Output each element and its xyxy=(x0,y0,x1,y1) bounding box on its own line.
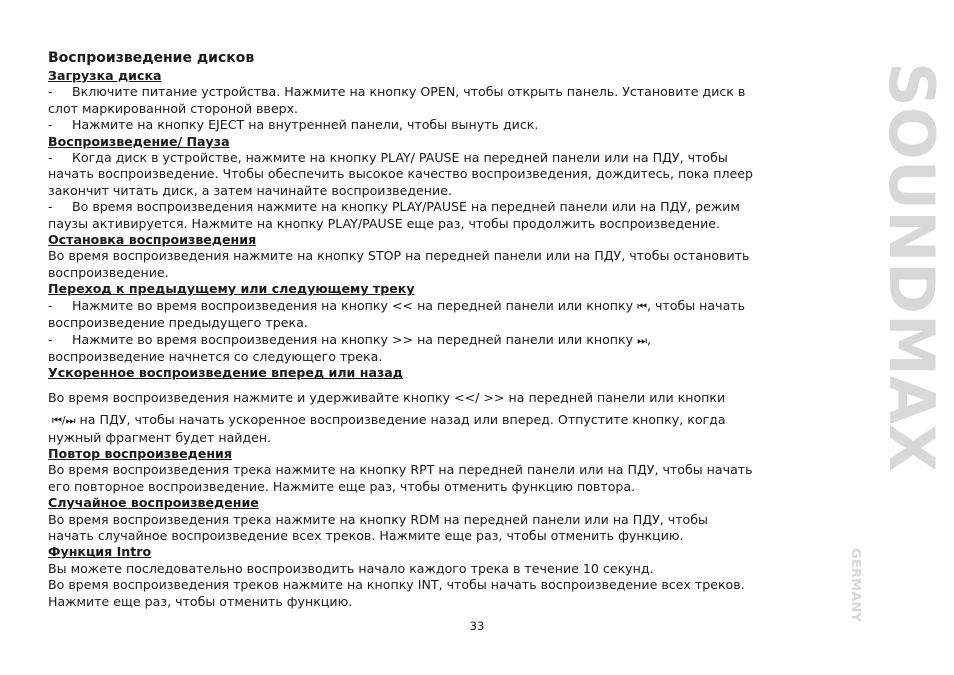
bullet-load-eject xyxy=(48,117,808,133)
bullet-text: Во время воспроизведения нажмите на кнопку PLAY/PAUSE на передней панели или на ПДУ, режим xyxy=(72,199,740,215)
spacer xyxy=(48,382,808,390)
section-heading-intro: Функция Intro xyxy=(48,544,152,560)
bullet-skip-prev xyxy=(48,298,808,315)
brand-logo-text: SOUNDMAX xyxy=(875,62,948,471)
bullet-continuation: слот маркированной стороной вверх. xyxy=(48,100,299,116)
section-heading-load: Загрузка диска xyxy=(48,68,162,83)
next-track-icon: ⏭ xyxy=(637,333,647,347)
paragraph-line: воспроизведение. xyxy=(48,264,169,280)
paragraph-line: Во время воспроизведения треков нажмите на кнопку INT, чтобы начать воспроизведение всех треков. xyxy=(48,577,745,593)
bullet-continuation: закончит читать диск, а затем начинайте воспроизведение. xyxy=(48,182,452,198)
section-heading-skip: Переход к предыдущему или следующему треку xyxy=(48,281,415,297)
page-title: Воспроизведение дисков xyxy=(48,50,255,66)
bullet-text: , xyxy=(646,331,651,347)
paragraph-line: Нажмите еще раз, чтобы отменить функцию. xyxy=(48,593,353,609)
paragraph-line: Во время воспроизведения трека нажмите на кнопку RPT на передней панели или на ПДУ, чтобы начать xyxy=(48,462,753,478)
bullet-dash: - xyxy=(48,331,53,347)
bullet-text: Включите питание устройства. Нажмите на кнопку OPEN, чтобы открыть панель. Установите диск в xyxy=(72,84,746,100)
bullet-load-open xyxy=(48,84,808,100)
bullet-dash: - xyxy=(48,297,53,313)
bullet-text: , чтобы начать xyxy=(646,297,746,313)
paragraph-line xyxy=(48,412,808,429)
prev-track-icon: ⏮ xyxy=(637,299,647,313)
paragraph-line: Вы можете последовательно воспроизводить начало каждого трека в течение 10 секунд. xyxy=(48,560,654,576)
bullet-text: Нажмите во время воспроизведения на кнопку >> на передней панели или кнопку xyxy=(72,331,634,347)
bullet-dash: - xyxy=(48,84,53,100)
brand-logo-watermark xyxy=(838,62,948,632)
bullet-text: Когда диск в устройстве, нажмите на кнопку PLAY/ PAUSE на передней панели или на ПДУ, чтобы xyxy=(72,150,728,166)
bullet-continuation: начать воспроизведение. Чтобы обеспечить высокое качество воспроизведения, дождитесь, пока плеер xyxy=(48,166,754,182)
bullet-continuation: воспроизведение начнется со следующего трека. xyxy=(48,348,383,364)
paragraph-line: начать случайное воспроизведение всех треков. Нажмите еще раз, чтобы отменить функцию. xyxy=(48,527,684,543)
paragraph-line: его повторное воспроизведение. Нажмите еще раз, чтобы отменить функцию повтора. xyxy=(48,478,636,494)
section-heading-stop: Остановка воспроизведения xyxy=(48,232,257,248)
section-heading-play-pause: Воспроизведение/ Пауза xyxy=(48,133,230,149)
section-heading-repeat: Повтор воспроизведения xyxy=(48,445,232,461)
manual-page-content xyxy=(48,48,808,610)
paragraph-line: нужный фрагмент будет найден. xyxy=(48,429,272,445)
paragraph-text: на ПДУ, чтобы начать ускоренное воспроизведение назад или вперед. Отпустите кнопку, когда xyxy=(75,412,726,428)
bullet-continuation: воспроизведение предыдущего трека. xyxy=(48,315,308,331)
bullet-text: Нажмите во время воспроизведения на кнопку << на передней панели или кнопку xyxy=(72,297,634,313)
brand-logo-subtext: GERMANY xyxy=(849,548,863,616)
bullet-text: Нажмите на кнопку EJECT на внутренней панели, чтобы вынуть диск. xyxy=(72,117,539,133)
section-heading-random: Случайное воспроизведение xyxy=(48,495,259,511)
bullet-dash: - xyxy=(48,150,53,166)
bullet-play-pause xyxy=(48,199,808,215)
paragraph-line: Во время воспроизведения нажмите на кнопку STOP на передней панели или на ПДУ, чтобы остановить xyxy=(48,248,750,264)
prev-next-icon: ⏮/⏭ xyxy=(52,414,76,428)
paragraph-line: Во время воспроизведения трека нажмите на кнопку RDM на передней панели или на ПДУ, чтобы xyxy=(48,511,708,527)
bullet-dash: - xyxy=(48,117,53,133)
bullet-dash: - xyxy=(48,199,53,215)
bullet-continuation: паузы активируется. Нажмите на кнопку PLAY/PAUSE еще раз, чтобы продолжить воспроизведение. xyxy=(48,215,721,231)
bullet-skip-next xyxy=(48,332,808,349)
section-heading-fast-forward: Ускоренное воспроизведение вперед или назад xyxy=(48,365,403,381)
bullet-play-start xyxy=(48,150,808,166)
paragraph-line: Во время воспроизведения нажмите и удерживайте кнопку <</ >> на передней панели или кнопки xyxy=(48,389,726,405)
page-number: 33 xyxy=(469,619,485,633)
